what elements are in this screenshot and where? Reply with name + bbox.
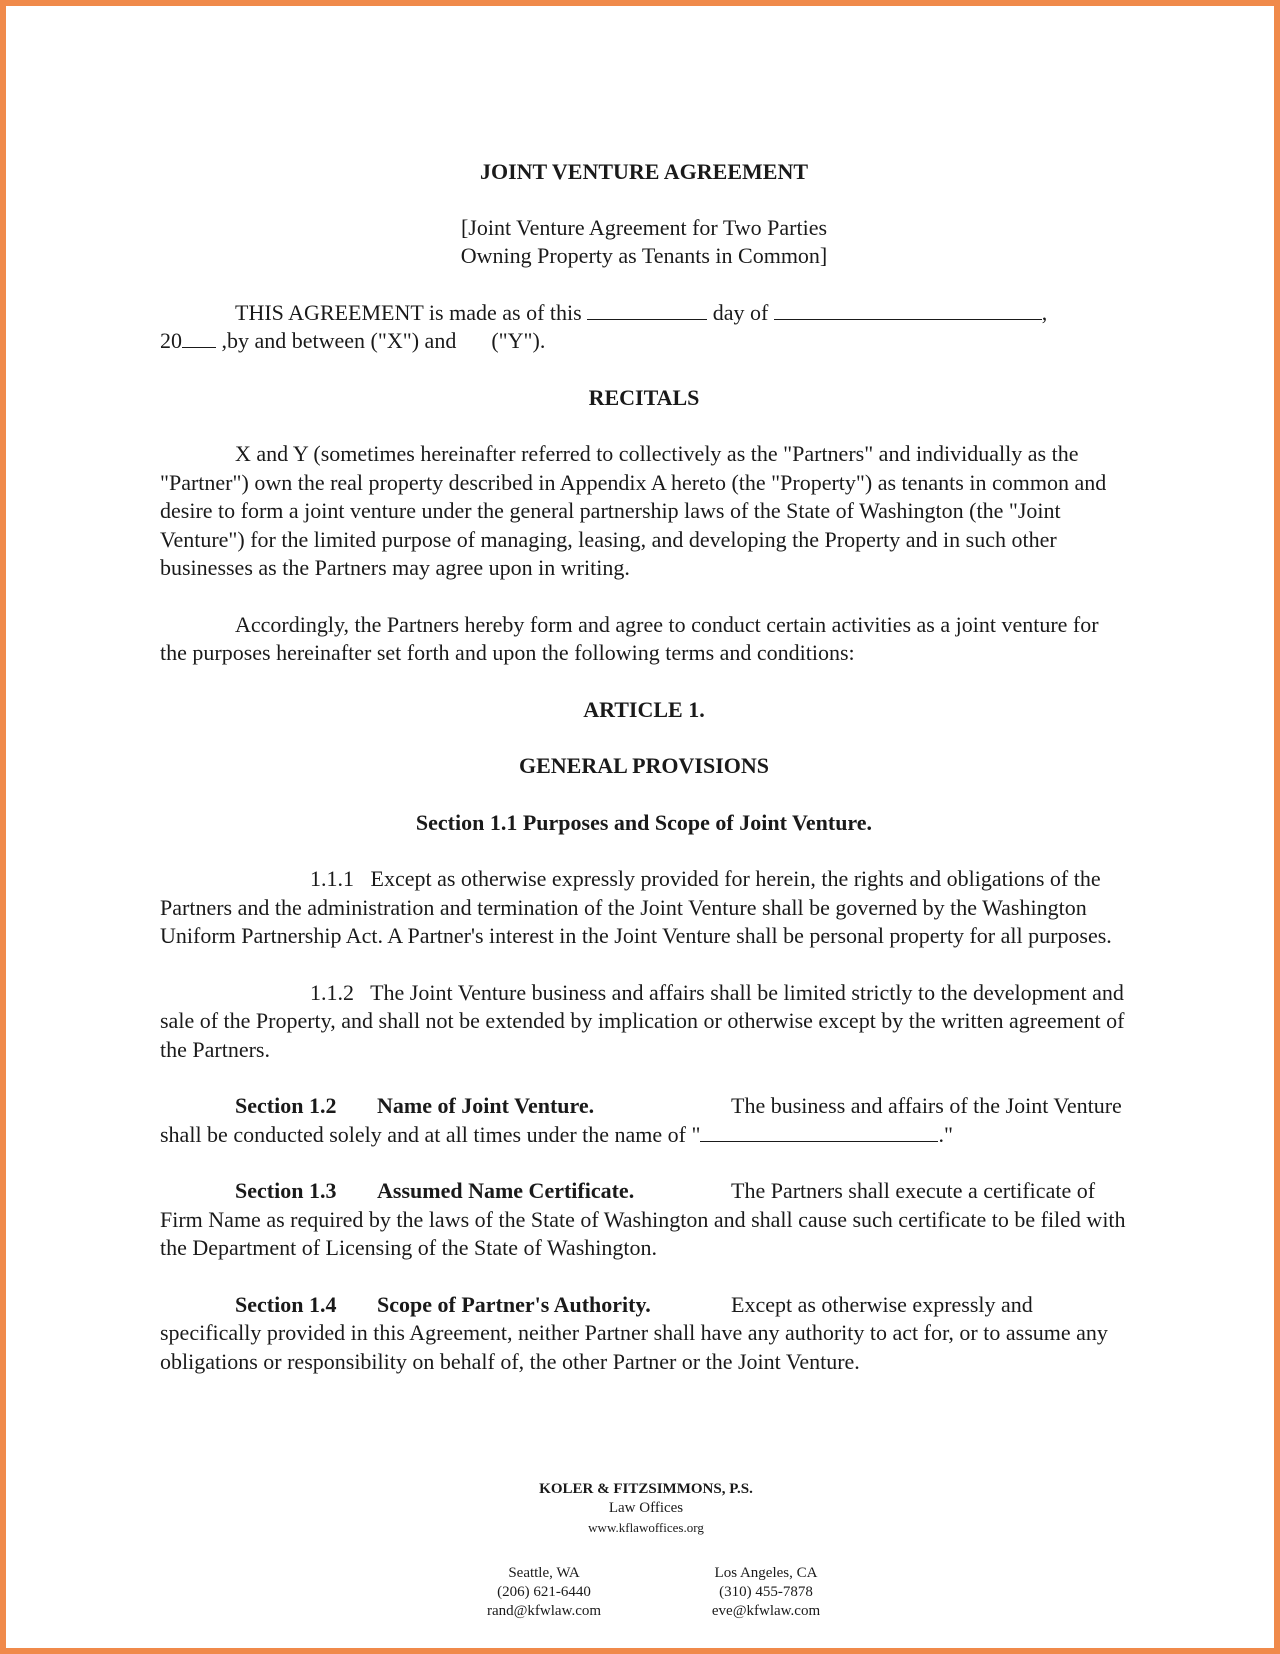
section-1-2-text-b: ."	[938, 1121, 953, 1147]
section-1-2	[160, 1092, 1128, 1149]
intro-text-e: ,by and between ("X") and	[221, 328, 457, 353]
office-la-city: Los Angeles, CA	[714, 1565, 818, 1581]
recitals-paragraph-2: Accordingly, the Partners hereby form and agree to conduct certain activities as a joint venture for the purposes hereinafter set forth and upon the following terms and conditions:	[160, 611, 1099, 665]
section-1-1-heading: Section 1.1 Purposes and Scope of Joint Venture.	[415, 809, 873, 835]
recitals-heading: RECITALS	[588, 384, 700, 410]
year-blank	[182, 327, 216, 348]
office-seattle-phone: (206) 621-6440	[497, 1584, 591, 1600]
office-seattle-city: Seattle, WA	[508, 1565, 580, 1581]
article-title: GENERAL PROVISIONS	[518, 753, 769, 778]
office-la-email: eve@kfwlaw.com	[711, 1603, 821, 1619]
document-subtitle	[160, 214, 1128, 271]
intro-text-f: ("Y").	[491, 328, 546, 353]
intro-paragraph	[160, 299, 1128, 356]
paragraph-1-1-1: 1.1.1 Except as otherwise expressly provided for herein, the rights and obligations of the Partners and the administration and termination of the Joint Venture shall be governed by the Washington Uniform Partnership Act. A Partner's interest in the Joint Venture shall be personal property for all purposes.	[160, 866, 1112, 948]
office-seattle-email: rand@kfwlaw.com	[486, 1603, 602, 1619]
recitals-paragraph-1: X and Y (sometimes hereinafter referred to collectively as the "Partners" and individually as the "Partner") own the real property described in Appendix A hereto (the "Property") as tenants in common and desire to form a joint venture under the general partnership laws of the State of Washington (the "Joint Venture") for the limited purpose of managing, leasing, and developing the Property and in such other businesses as the Partners may agree upon in writing.	[160, 441, 1107, 580]
section-1-4	[160, 1291, 1128, 1377]
document-title: JOINT VENTURE AGREEMENT	[479, 159, 809, 184]
subtitle-line-2: Owning Property as Tenants in Common]	[460, 243, 828, 268]
section-1-3	[160, 1177, 1128, 1263]
document-body	[160, 156, 1128, 1376]
section-1-3-number: Section 1.3	[235, 1178, 337, 1203]
day-blank	[587, 299, 707, 320]
intro-text-d: 20	[160, 328, 182, 353]
section-1-4-number: Section 1.4	[235, 1291, 337, 1317]
article-heading: ARTICLE 1.	[583, 696, 705, 722]
intro-text-a: THIS AGREEMENT is made as of this	[235, 299, 582, 325]
office-la-phone: (310) 455-7878	[719, 1584, 813, 1600]
section-1-3-text: The Partners shall execute a certificate of Firm Name as required by the laws of the State of Washington and shall cause such certificate to be filed with the Department of Licensing of the State of Washington.	[160, 1178, 1126, 1260]
office-los-angeles	[646, 1564, 886, 1621]
firm-website: www.kflawoffices.org	[588, 1520, 704, 1535]
intro-text-c: ,	[1041, 299, 1048, 325]
month-blank	[774, 299, 1042, 320]
paragraph-1-1-2: 1.1.2 The Joint Venture business and affairs shall be limited strictly to the development and sale of the Property, and shall not be extended by implication or otherwise except by the written agreement of the Partners.	[160, 979, 1130, 1062]
section-1-2-text-a: The business and affairs of the Joint Venture shall be conducted solely and at all times under the name of "	[160, 1093, 1122, 1147]
intro-text-b: day of	[712, 299, 769, 325]
section-1-2-title: Name of Joint Venture.	[377, 1093, 595, 1118]
section-1-2-number: Section 1.2	[235, 1093, 337, 1118]
section-1-4-title: Scope of Partner's Authority.	[377, 1291, 651, 1317]
firm-subtitle: Law Offices	[608, 1500, 684, 1516]
office-seattle	[424, 1564, 664, 1621]
section-1-3-title: Assumed Name Certificate.	[377, 1178, 635, 1203]
subtitle-line-1: [Joint Venture Agreement for Two Parties	[460, 214, 828, 240]
firm-name: KOLER & FITZSIMMONS, P.S.	[539, 1481, 753, 1497]
venture-name-blank	[700, 1121, 938, 1142]
firm-letterhead	[6, 1480, 1280, 1537]
section-1-4-text: Except as otherwise expressly and specifically provided in this Agreement, neither Partner shall have any authority to act for, or to assume any obligations or responsibility on behalf of, the other Partner or the Joint Venture.	[160, 1291, 1108, 1374]
